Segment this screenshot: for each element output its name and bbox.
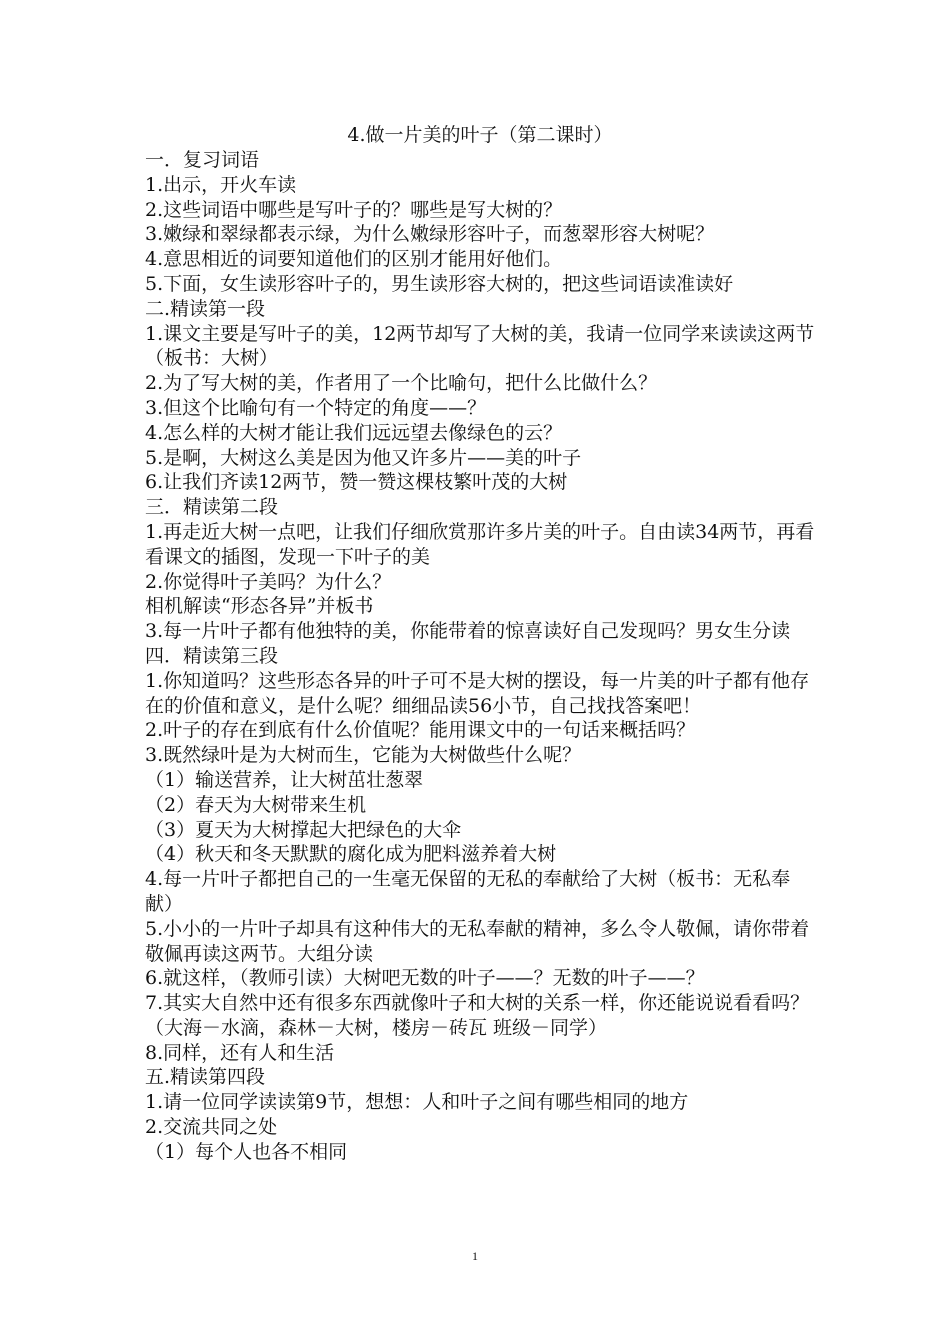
text-line: 7.其实大自然中还有很多东西就像叶子和大树的关系一样，你还能说说看看吗？（大海－水滴，森林－大树，楼房－砖瓦 班级－同学）: [145, 992, 810, 1039]
lesson-plan-text: [145, 148, 815, 1165]
text-line: 1.你知道吗？这些形态各异的叶子可不是大树的摆设，每一片美的叶子都有他存在的价值和意义，是什么呢？细细品读56小节，自己找找答案吧！: [145, 669, 810, 717]
text-line: 2.交流共同之处: [145, 1116, 278, 1139]
text-line: （4）秋天和冬天默默的腐化成为肥料滋养着大树: [145, 843, 557, 866]
text-line: 4.怎么样的大树才能让我们远远望去像绿色的云？: [145, 421, 563, 444]
text-line: 8.同样，还有人和生活: [145, 1041, 335, 1064]
text-line: （2）春天为大树带来生机: [145, 793, 367, 816]
text-line: 3.既然绿叶是为大树而生，它能为大树做些什么呢？: [145, 744, 582, 767]
text-line: 三．精读第二段: [145, 496, 279, 519]
text-line: 6.让我们齐读12两节，赞一赞这棵枝繁叶茂的大树: [145, 471, 568, 494]
page-number: 1: [472, 1249, 478, 1263]
text-line: 4.意思相近的词要知道他们的区别才能用好他们。: [145, 248, 563, 271]
text-line: 2.你觉得叶子美吗？为什么？: [145, 570, 392, 593]
text-line: 2.为了写大树的美，作者用了一个比喻句，把什么比做什么？: [145, 372, 658, 395]
text-line: 五.精读第四段: [145, 1066, 266, 1089]
text-line: 相机解读“形态各异”并板书: [145, 595, 374, 618]
text-line: 5.是啊，大树这么美是因为他又许多片——美的叶子: [145, 446, 582, 469]
text-line: （1）输送营养，让大树茁壮葱翠: [145, 768, 424, 791]
text-line: 4.每一片叶子都把自己的一生毫无保留的无私的奉献给了大树（板书：无私奉献）: [145, 868, 791, 915]
text-line: 6.就这样，（教师引读）大树吧无数的叶子——？无数的叶子——？: [145, 967, 705, 990]
text-line: 四．精读第三段: [145, 644, 279, 667]
text-line: 3.但这个比喻句有一个特定的角度——？: [145, 396, 487, 419]
text-line: 5.小小的一片叶子却具有这种伟大的无私奉献的精神，多么令人敬佩，请你带着敬佩再读这两节。大组分读: [145, 917, 810, 965]
document-title: 4.做一片美的叶子（第二课时）: [347, 124, 613, 146]
document-body: [145, 122, 815, 1165]
text-line: 1.出示，开火车读: [145, 173, 297, 196]
text-line: 1.课文主要是写叶子的美，12两节却写了大树的美，我请一位同学来读读这两节（板书：大树）: [145, 322, 815, 370]
text-line: 5.下面，女生读形容叶子的，男生读形容大树的，把这些词语读准读好: [145, 272, 734, 295]
text-line: （1）每个人也各不相同: [145, 1140, 348, 1163]
text-line: 1.请一位同学读读第9节，想想：人和叶子之间有哪些相同的地方: [145, 1091, 689, 1114]
text-line: 二.精读第一段: [145, 297, 266, 320]
text-line: 一．复习词语: [145, 149, 260, 171]
text-line: 2.叶子的存在到底有什么价值呢？能用课文中的一句话来概括吗？: [145, 719, 696, 742]
text-line: 3.嫩绿和翠绿都表示绿，为什么嫩绿形容叶子，而葱翠形容大树呢？: [145, 223, 715, 246]
text-line: 3.每一片叶子都有他独特的美，你能带着的惊喜读好自己发现吗？男女生分读: [145, 620, 791, 643]
text-line: （3）夏天为大树撑起大把绿色的大伞: [145, 818, 462, 841]
text-line: 2.这些词语中哪些是写叶子的？哪些是写大树的？: [145, 198, 563, 221]
text-line: 1.再走近大树一点吧，让我们仔细欣赏那许多片美的叶子。自由读34两节，再看看课文的插图，发现一下叶子的美: [145, 520, 815, 568]
